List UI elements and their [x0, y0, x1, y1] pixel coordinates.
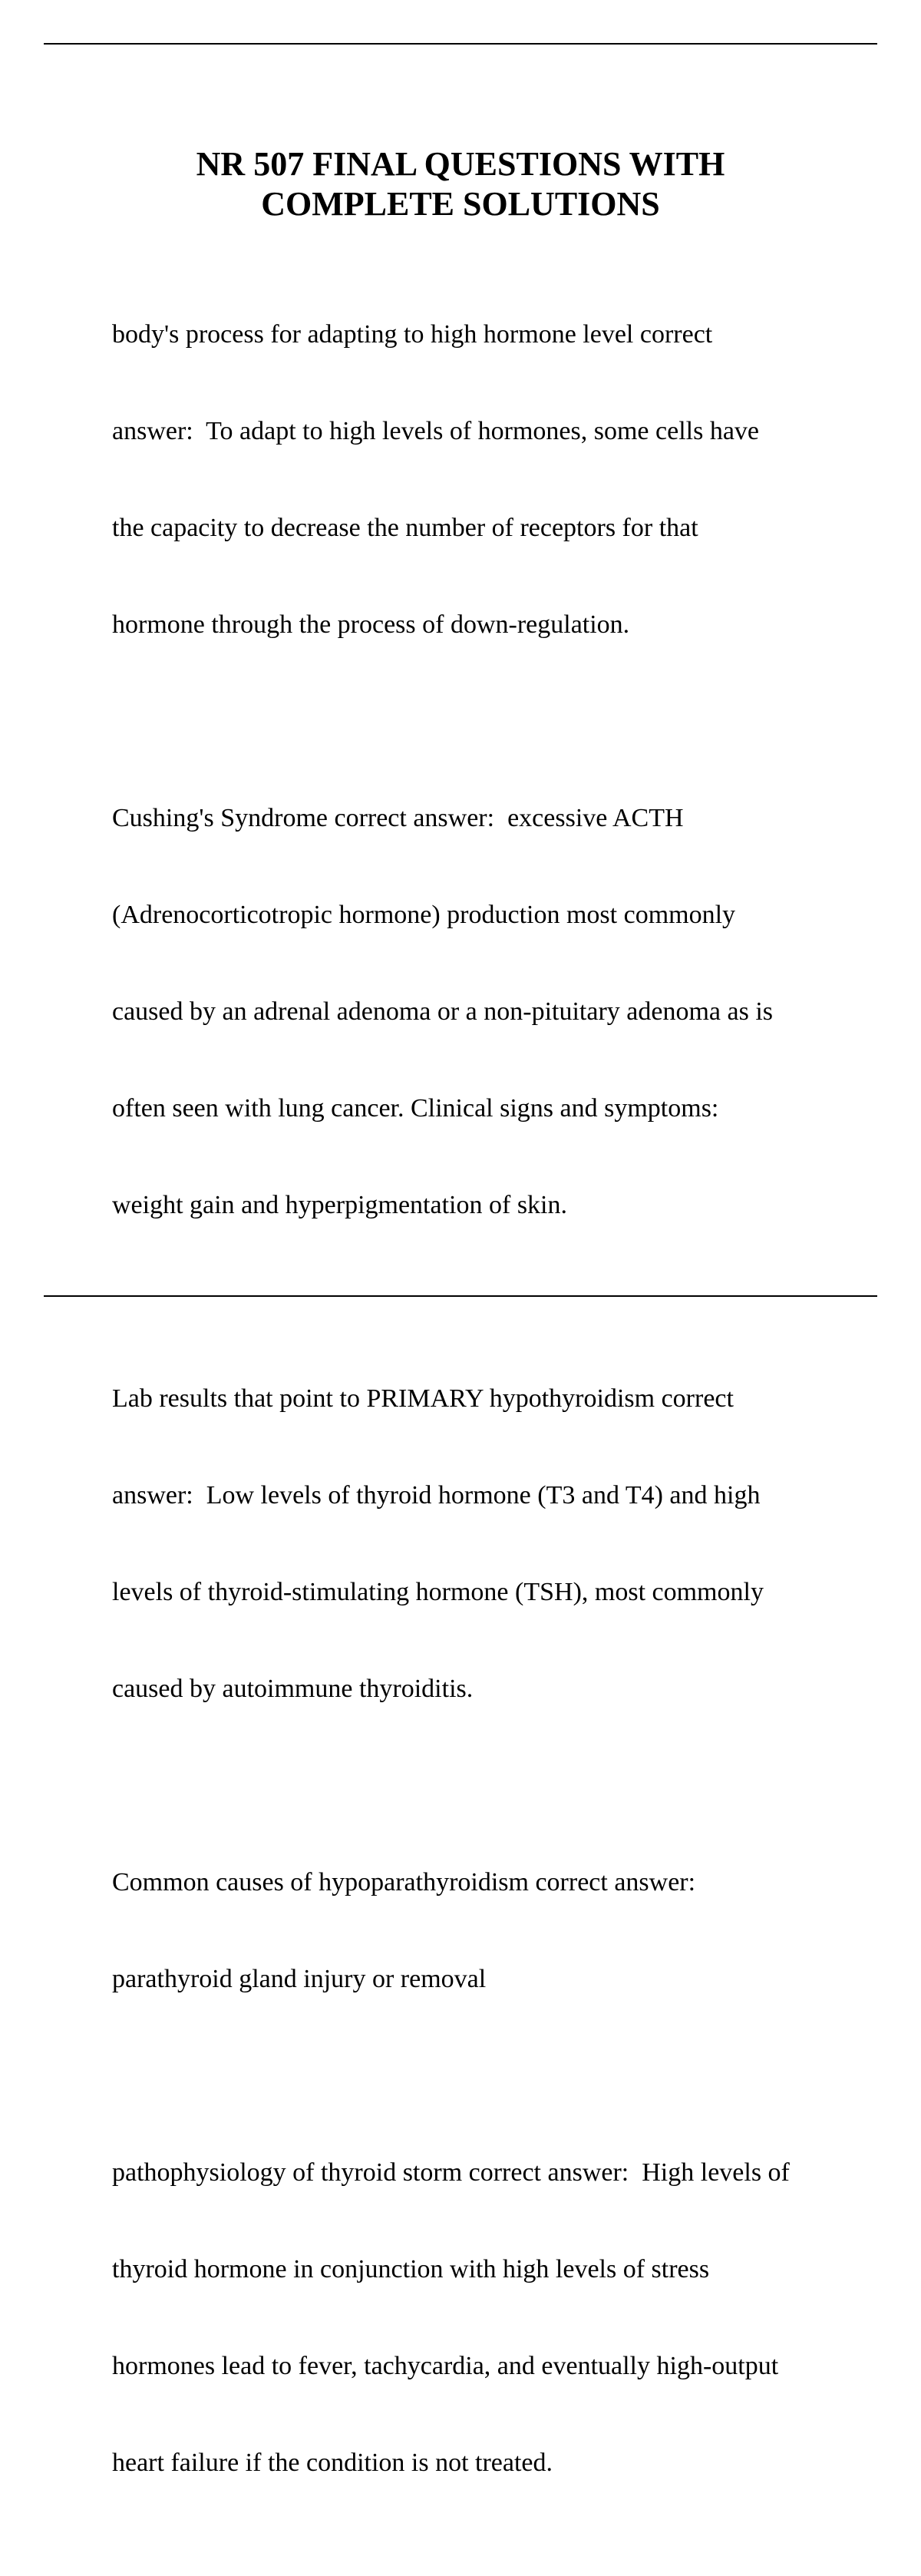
- entry-line: Lab results that point to PRIMARY hypothyroidism correct: [112, 1384, 734, 1413]
- entry-line: often seen with lung cancer. Clinical signs and symptoms:: [112, 1094, 719, 1123]
- entry-line: hormone through the process of down-regulation.: [112, 610, 630, 639]
- entry-line: the capacity to decrease the number of receptors for that: [112, 514, 698, 542]
- qa-entry-down-regulation: [112, 254, 841, 706]
- entry-line: answer: To adapt to high levels of hormones, some cells have: [112, 417, 760, 445]
- entry-line: hormones lead to fever, tachycardia, and eventually high-output: [112, 2352, 779, 2380]
- bottom-rule: [44, 1295, 877, 1297]
- entry-line: body's process for adapting to high hormone level correct: [112, 320, 713, 349]
- title-line: COMPLETE SOLUTIONS: [261, 185, 660, 223]
- entry-line: heart failure if the condition is not treated.: [112, 2449, 553, 2477]
- entry-line: thyroid hormone in conjunction with high levels of stress: [112, 2255, 710, 2283]
- qa-entry-primary-hypothyroidism: [112, 1318, 841, 1770]
- entry-line: answer: Low levels of thyroid hormone (T3 and T4) and high: [112, 1481, 761, 1510]
- entry-line: Cushing's Syndrome correct answer: excessive ACTH: [112, 804, 684, 832]
- document-title: [0, 144, 921, 224]
- top-rule: [44, 43, 877, 45]
- qa-entry-thyroid-storm: [112, 2092, 841, 2544]
- title-line: NR 507 FINAL QUESTIONS WITH: [196, 145, 725, 183]
- document-body: [112, 254, 841, 2576]
- entry-line: pathophysiology of thyroid storm correct answer: High levels of: [112, 2158, 790, 2187]
- entry-line: weight gain and hyperpigmentation of skin.: [112, 1191, 567, 1219]
- entry-line: Common causes of hypoparathyroidism correct answer:: [112, 1868, 696, 1896]
- qa-entry-hypoparathyroidism: [112, 1802, 841, 2060]
- entry-line: caused by an adrenal adenoma or a non-pituitary adenoma as is: [112, 997, 774, 1026]
- entry-line: parathyroid gland injury or removal: [112, 1965, 487, 1993]
- entry-line: caused by autoimmune thyroiditis.: [112, 1675, 474, 1703]
- entry-line: (Adrenocorticotropic hormone) production most commonly: [112, 901, 736, 929]
- entry-line: levels of thyroid-stimulating hormone (TSH), most commonly: [112, 1578, 764, 1606]
- qa-entry-cushings: [112, 738, 841, 1286]
